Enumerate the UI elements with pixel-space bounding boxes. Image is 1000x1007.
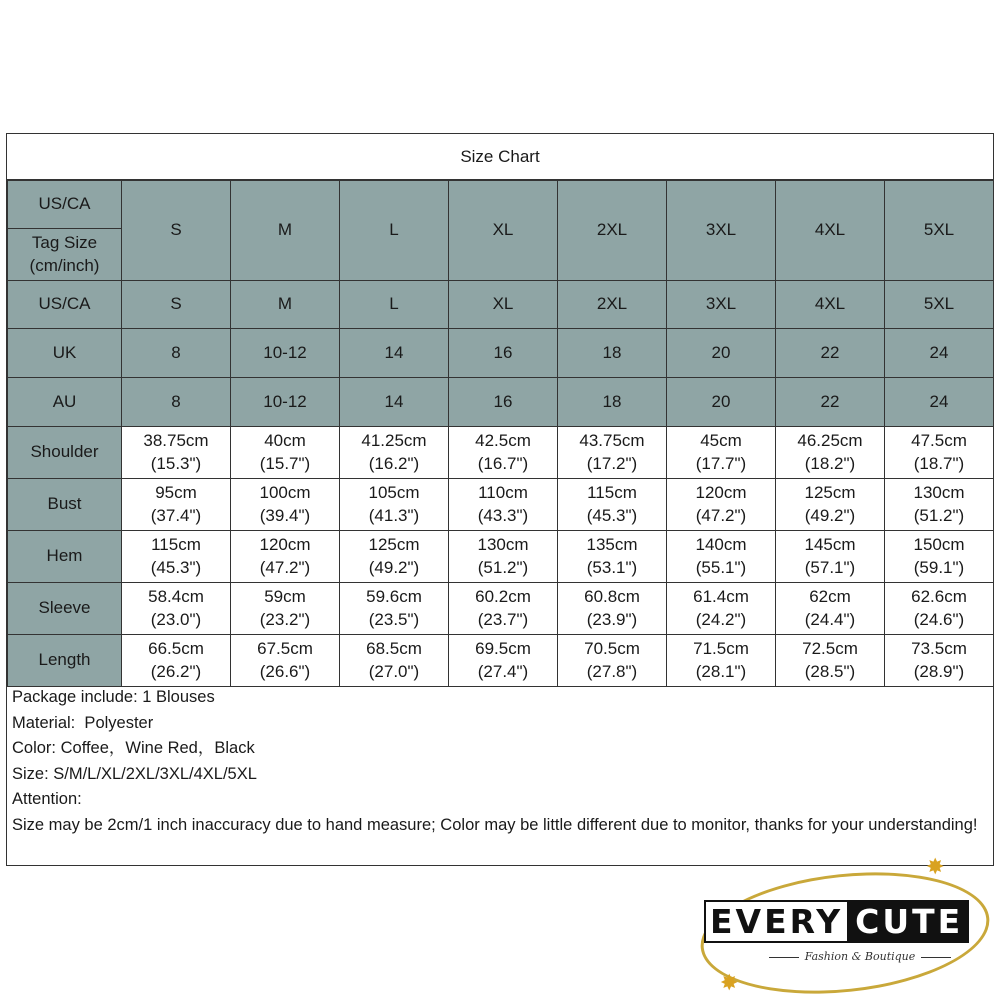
- measurement-cm: 110cm: [478, 482, 528, 502]
- region-size-cell: 18: [558, 329, 667, 378]
- header-size: M: [231, 181, 340, 281]
- measurement-inch: (15.3"): [150, 453, 202, 473]
- measurement-cell: [231, 479, 340, 531]
- measurement-cell: [667, 479, 776, 531]
- region-size-cell: XL: [449, 281, 558, 329]
- measurement-cm: 70.5cm: [584, 638, 640, 658]
- measurement-inch: (39.4"): [259, 505, 311, 525]
- measurement-cm: 66.5cm: [148, 638, 204, 658]
- header-label-us-ca: US/CA: [8, 181, 122, 229]
- region-size-cell: 5XL: [885, 281, 994, 329]
- measurement-cell: [340, 427, 449, 479]
- measurement-inch: (51.2"): [477, 557, 529, 577]
- measurement-cell: [231, 583, 340, 635]
- measurement-cm: 42.5cm: [475, 430, 531, 450]
- region-label: AU: [8, 378, 122, 427]
- measurement-inch: (53.1"): [586, 557, 638, 577]
- logo-word-cute: CUTE: [849, 900, 969, 943]
- measurement-cell: [667, 583, 776, 635]
- region-size-cell: 14: [340, 329, 449, 378]
- size-chart-sheet: [6, 133, 994, 866]
- measurement-inch: (18.7"): [913, 453, 965, 473]
- measurement-inch: (49.2"): [368, 557, 420, 577]
- measurement-cell: [122, 583, 231, 635]
- region-size-cell: 10-12: [231, 378, 340, 427]
- material-note: Material: Polyester: [12, 713, 154, 732]
- measurement-cm: 43.75cm: [579, 430, 645, 450]
- measurement-label: Shoulder: [8, 427, 122, 479]
- logo-wordmark: [704, 898, 969, 944]
- measurement-inch: (49.2"): [804, 505, 856, 525]
- measurement-row: [8, 583, 994, 635]
- measurement-inch: (57.1"): [804, 557, 856, 577]
- region-size-cell: 16: [449, 329, 558, 378]
- measurement-inch: (26.2"): [150, 661, 202, 681]
- measurement-cm: 62cm: [809, 586, 851, 606]
- measurement-cell: [449, 531, 558, 583]
- measurement-cell: [122, 479, 231, 531]
- measurement-inch: (18.2"): [804, 453, 856, 473]
- measurement-cell: [558, 427, 667, 479]
- measurement-cm: 58.4cm: [148, 586, 204, 606]
- measurement-cm: 59.6cm: [366, 586, 422, 606]
- measurement-cm: 46.25cm: [797, 430, 863, 450]
- measurement-cell: [667, 531, 776, 583]
- product-notes: [12, 685, 988, 838]
- header-size: L: [340, 181, 449, 281]
- region-label: US/CA: [8, 281, 122, 329]
- measurement-cm: 59cm: [264, 586, 306, 606]
- region-size-cell: 16: [449, 378, 558, 427]
- measurement-inch: (59.1"): [913, 557, 965, 577]
- region-size-cell: L: [340, 281, 449, 329]
- measurement-inch: (27.8"): [586, 661, 638, 681]
- measurement-inch: (15.7"): [259, 453, 311, 473]
- measurement-inch: (55.1"): [695, 557, 747, 577]
- measurement-inch: (23.0"): [150, 609, 202, 629]
- tag-size-line: Tag Size: [31, 232, 98, 252]
- measurement-inch: (17.7"): [695, 453, 747, 473]
- measurement-label: Hem: [8, 531, 122, 583]
- measurement-cm: 68.5cm: [366, 638, 422, 658]
- measurement-cell: [558, 479, 667, 531]
- measurement-cell: [885, 531, 994, 583]
- logo-tagline: Fashion & Boutique: [760, 950, 960, 963]
- measurement-cell: [776, 479, 885, 531]
- region-size-cell: 8: [122, 378, 231, 427]
- header-size: XL: [449, 181, 558, 281]
- measurement-cell: [776, 635, 885, 687]
- package-note: Package include: 1 Blouses: [12, 688, 215, 706]
- measurement-inch: (37.4"): [150, 505, 202, 525]
- region-size-cell: 8: [122, 329, 231, 378]
- region-size-cell: 18: [558, 378, 667, 427]
- header-size: 4XL: [776, 181, 885, 281]
- measurement-inch: (28.1"): [695, 661, 747, 681]
- region-size-cell: 3XL: [667, 281, 776, 329]
- measurement-cm: 95cm: [155, 482, 197, 502]
- measurement-cm: 105cm: [368, 482, 420, 502]
- region-label: UK: [8, 329, 122, 378]
- measurement-cell: [122, 531, 231, 583]
- region-size-cell: M: [231, 281, 340, 329]
- measurement-cell: [885, 635, 994, 687]
- measurement-cm: 145cm: [804, 534, 856, 554]
- size-note: Size: S/M/L/XL/2XL/3XL/4XL/5XL: [12, 764, 257, 783]
- measurement-inch: (23.5"): [368, 609, 420, 629]
- measurement-cell: [449, 583, 558, 635]
- region-size-cell: 4XL: [776, 281, 885, 329]
- measurement-cell: [340, 635, 449, 687]
- measurement-cell: [449, 479, 558, 531]
- measurement-cm: 60.8cm: [584, 586, 640, 606]
- measurement-cell: [667, 427, 776, 479]
- region-size-cell: 22: [776, 329, 885, 378]
- measurement-inch: (26.6"): [259, 661, 311, 681]
- chart-title: Size Chart: [7, 134, 993, 180]
- header-label-tag-size: [8, 229, 122, 281]
- region-size-cell: 14: [340, 378, 449, 427]
- measurement-cm: 100cm: [259, 482, 311, 502]
- measurement-cell: [449, 427, 558, 479]
- logo-word-every: EVERY: [704, 900, 849, 943]
- measurement-cm: 72.5cm: [802, 638, 858, 658]
- measurement-inch: (17.2"): [586, 453, 638, 473]
- sparkle-icon: ✸: [926, 854, 945, 879]
- measurement-cm: 120cm: [259, 534, 311, 554]
- color-note: Color: Coffee，Wine Red，Black: [12, 739, 255, 757]
- measurement-row: [8, 427, 994, 479]
- region-size-cell: S: [122, 281, 231, 329]
- measurement-cm: 61.4cm: [693, 586, 749, 606]
- measurement-cm: 135cm: [586, 534, 638, 554]
- measurement-cell: [776, 531, 885, 583]
- measurement-cell: [231, 427, 340, 479]
- sparkle-icon: ✸: [720, 970, 739, 995]
- measurement-cm: 73.5cm: [911, 638, 967, 658]
- measurement-label: Sleeve: [8, 583, 122, 635]
- measurement-cm: 115cm: [151, 534, 201, 554]
- measurement-inch: (43.3"): [477, 505, 529, 525]
- measurement-cell: [231, 635, 340, 687]
- measurement-cell: [776, 583, 885, 635]
- disclaimer-note: Size may be 2cm/1 inch inaccuracy due to hand measure; Color may be little different due to monitor, thanks for your understanding!: [12, 815, 978, 834]
- measurement-cm: 130cm: [477, 534, 529, 554]
- measurement-inch: (51.2"): [913, 505, 965, 525]
- measurement-inch: (16.2"): [368, 453, 420, 473]
- measurement-cell: [122, 635, 231, 687]
- measurement-cm: 69.5cm: [475, 638, 531, 658]
- region-size-cell: 2XL: [558, 281, 667, 329]
- measurement-cm: 60.2cm: [475, 586, 531, 606]
- measurement-cell: [776, 427, 885, 479]
- measurement-cm: 45cm: [700, 430, 742, 450]
- region-size-cell: 22: [776, 378, 885, 427]
- measurement-inch: (23.9"): [586, 609, 638, 629]
- everycute-logo: [690, 854, 996, 995]
- measurement-cell: [449, 635, 558, 687]
- measurement-cell: [231, 531, 340, 583]
- header-size: 5XL: [885, 181, 994, 281]
- measurement-row: [8, 635, 994, 687]
- measurement-inch: (27.4"): [477, 661, 529, 681]
- measurement-inch: (28.9"): [913, 661, 965, 681]
- region-size-cell: 10-12: [231, 329, 340, 378]
- measurement-label: Bust: [8, 479, 122, 531]
- measurement-inch: (47.2"): [695, 505, 747, 525]
- region-row: [8, 281, 994, 329]
- measurement-cm: 38.75cm: [143, 430, 209, 450]
- region-size-cell: 20: [667, 378, 776, 427]
- measurement-cm: 140cm: [695, 534, 747, 554]
- region-size-cell: 24: [885, 329, 994, 378]
- header-size: 2XL: [558, 181, 667, 281]
- measurement-cm: 62.6cm: [911, 586, 967, 606]
- measurement-inch: (45.3"): [150, 557, 202, 577]
- measurement-cm: 150cm: [913, 534, 965, 554]
- measurement-cell: [667, 635, 776, 687]
- measurement-inch: (41.3"): [368, 505, 420, 525]
- measurement-inch: (16.7"): [477, 453, 529, 473]
- size-table: [7, 180, 994, 687]
- measurement-cell: [558, 531, 667, 583]
- region-size-cell: 24: [885, 378, 994, 427]
- measurement-cell: [885, 427, 994, 479]
- measurement-cm: 47.5cm: [911, 430, 967, 450]
- measurement-cm: 130cm: [913, 482, 965, 502]
- measurement-row: [8, 531, 994, 583]
- header-size: S: [122, 181, 231, 281]
- measurement-inch: (45.3"): [586, 505, 638, 525]
- measurement-cell: [885, 479, 994, 531]
- measurement-inch: (23.7"): [477, 609, 529, 629]
- measurement-cm: 115cm: [587, 482, 637, 502]
- measurement-cm: 125cm: [368, 534, 420, 554]
- measurement-cell: [340, 583, 449, 635]
- measurement-cell: [558, 583, 667, 635]
- region-row: [8, 329, 994, 378]
- measurement-cm: 71.5cm: [693, 638, 749, 658]
- measurement-row: [8, 479, 994, 531]
- measurement-cell: [340, 479, 449, 531]
- attention-note: Attention:: [12, 790, 82, 808]
- measurement-label: Length: [8, 635, 122, 687]
- measurement-cm: 40cm: [264, 430, 306, 450]
- measurement-inch: (28.5"): [804, 661, 856, 681]
- tag-size-unit-line: (cm/inch): [29, 255, 100, 275]
- measurement-cell: [340, 531, 449, 583]
- measurement-cm: 125cm: [804, 482, 856, 502]
- region-size-cell: 20: [667, 329, 776, 378]
- measurement-inch: (24.4"): [804, 609, 856, 629]
- measurement-inch: (23.2"): [259, 609, 311, 629]
- measurement-cm: 41.25cm: [361, 430, 427, 450]
- measurement-inch: (27.0"): [368, 661, 420, 681]
- measurement-inch: (24.2"): [695, 609, 747, 629]
- header-size: 3XL: [667, 181, 776, 281]
- measurement-cm: 120cm: [695, 482, 747, 502]
- measurement-cell: [885, 583, 994, 635]
- measurement-cm: 67.5cm: [257, 638, 313, 658]
- region-row: [8, 378, 994, 427]
- measurement-cell: [558, 635, 667, 687]
- measurement-cell: [122, 427, 231, 479]
- measurement-inch: (47.2"): [259, 557, 311, 577]
- measurement-inch: (24.6"): [913, 609, 965, 629]
